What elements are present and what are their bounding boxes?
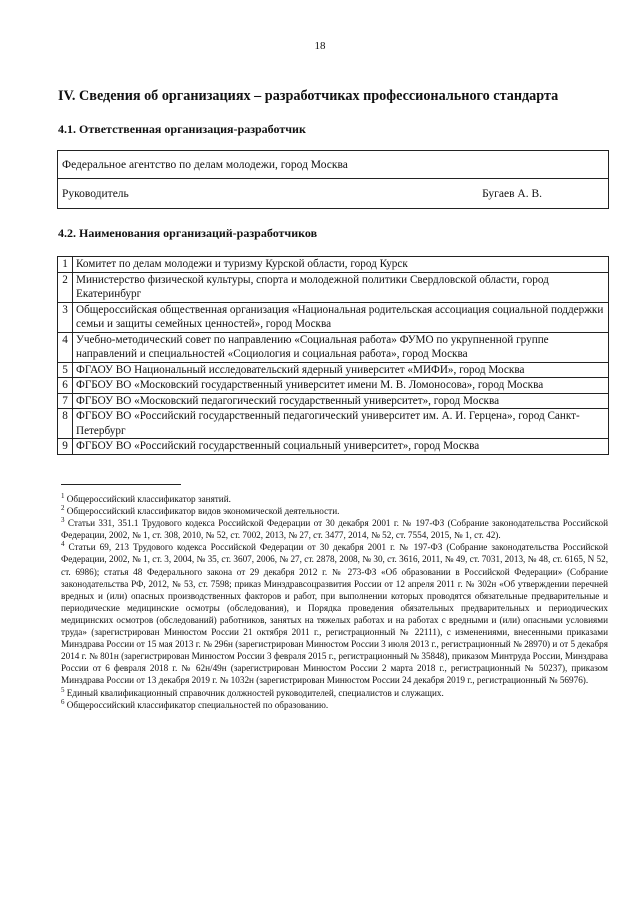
footnote-text: Единый квалификационный справочник должностей руководителей, специалистов и служащих. (66, 687, 444, 698)
responsible-org-table (57, 150, 609, 209)
organization-name: ФГБОУ ВО «Московский государственный университет имени М. В. Ломоносова», город Москва (73, 378, 609, 394)
footnote-mark: 6 (61, 697, 65, 706)
footnote-mark: 2 (61, 504, 65, 513)
row-number: 5 (58, 362, 73, 378)
organization-name: ФГАОУ ВО Национальный исследовательский ядерный университет «МИФИ», город Москва (73, 362, 609, 378)
organization-name: Учебно-методический совет по направлению «Социальная работа» ФУМО по укрупненной группе направлений и специальностей «Социология и социальная работа», город Москва (73, 332, 609, 362)
organization-name: Общероссийская общественная организация «Национальная родительская ассоциация социальной поддержки семьи и защиты семейных ценностей», город Москва (73, 302, 609, 332)
row-number: 3 (58, 302, 73, 332)
footnote-text: Общероссийский классификатор видов экономической деятельности. (66, 506, 340, 517)
table-row (58, 272, 609, 302)
table-row (58, 393, 609, 409)
table-row (58, 409, 609, 439)
table-row (58, 439, 609, 455)
row-number: 8 (58, 409, 73, 439)
footnote-mark: 4 (61, 540, 65, 549)
footnote-mark: 3 (61, 516, 65, 525)
responsible-head-row (58, 179, 609, 209)
developers-title: 4.2. Наименования организаций-разработчиков (58, 226, 318, 240)
footnote (61, 505, 608, 517)
table-row (58, 378, 609, 394)
row-number: 2 (58, 272, 73, 302)
row-number: 1 (58, 257, 73, 273)
organization-name: ФГБОУ ВО «Российский государственный социальный университет», город Москва (73, 439, 609, 455)
footnote-mark: 1 (61, 491, 65, 500)
table-row (58, 332, 609, 362)
page-number: 18 (314, 40, 326, 52)
developers-table (57, 256, 609, 455)
head-name: Бугаев А. В. (482, 187, 542, 200)
table-row (58, 302, 609, 332)
section-title: IV. Сведения об организациях – разработчиках профессионального стандарта (58, 88, 559, 104)
footnotes (61, 483, 608, 711)
organization-name: ФГБОУ ВО «Российский государственный педагогический университет им. А. И. Герцена», город Санкт-Петербург (73, 409, 609, 439)
organization-name: Комитет по делам молодежи и туризму Курской области, город Курск (73, 257, 609, 273)
responsible-org-title: 4.1. Ответственная организация-разработчик (58, 122, 306, 136)
footnote (61, 541, 608, 686)
footnote-text: Общероссийский классификатор занятий. (66, 494, 231, 504)
footnote (61, 687, 608, 699)
footnote-text: Статьи 69, 213 Трудового кодекса Российской Федерации от 30 декабря 2001 г. № 197-ФЗ (Собрание законодательства Российской Федерации, 2002, № 1, ст. 3, 2004, № 35, ст. 3607, 2006, № 27, ст. 2878, 2008, № 30, ст. 3616, 2011, № 49, ст. 7031, 2013, № 48, ст. 6165, N 52, ст. 6986); статья 48 Федерального закона от 29 декабря 2012 г. № 273-ФЗ «Об образовании в Российской Федерации» (Собрание законодательства РФ, 2012, № 53, ст. 7598; приказ Минздравсоцразвития России от 12 апреля 2011 г. № 302н «Об утверждении перечней вредных и (или) опасных производственных факторов и работ, при выполнении которых проводятся обязательные предварительные и периодические медицинские осмотры (обследования), и Порядка проведения обязательных предварительных и периодических медицинских осмотров (обследований) работников, занятых на тяжелых работах и на работах с вредными и (или) опасными условиями труда» (зарегистрирован Минюстом России 21 октября 2011 г., регистрационный № 22111), с изменениями, внесенными приказами Минздрава России от 15 мая 2013 г. № 296н (зарегистрирован Минюстом России 3 июля 2013 г., регистрационный № 28970) и от 5 декабря 2014 г. № 801н (зарегистрирован Минюстом России 3 февраля 2015 г., регистрационный № 35848), приказом Минтруда России, Минздрава России от 6 февраля 2018 г. № 62н/49н (зарегистрирован Минюстом России 2 марта 2018 г., регистрационный № 50237), приказом Минздрава России от 13 декабря 2019 г. № 1032н (зарегистрирован Минюстом России 24 декабря 2019 г., регистрационный № 56976). (61, 542, 609, 686)
row-number: 9 (58, 439, 73, 455)
footnote-text: Статьи 331, 351.1 Трудового кодекса Российской Федерации от 30 декабря 2001 г. № 197-ФЗ (Собрание законодательства Российской Федерации, 2002, № 1, ст. 308, 2010, № 52, ст. 7002, 2013, № 27, ст. 3477, 2014, № 52, ст. 7554, 2015, № 1, ст. 42). (61, 518, 609, 541)
row-number: 7 (58, 393, 73, 409)
organization-name: ФГБОУ ВО «Московский педагогический государственный университет», город Москва (73, 393, 609, 409)
responsible-org-name: Федеральное агентство по делам молодежи, город Москва (58, 151, 609, 179)
footnote-text: Общероссийский классификатор специальностей по образованию. (66, 699, 329, 710)
row-number: 6 (58, 378, 73, 394)
row-number: 4 (58, 332, 73, 362)
footnote-mark: 5 (61, 685, 65, 694)
head-label: Руководитель (62, 187, 129, 200)
footnote (61, 517, 608, 541)
footnote (61, 699, 608, 711)
table-row (58, 362, 609, 378)
table-row (58, 257, 609, 273)
footnote (61, 493, 608, 505)
organization-name: Министерство физической культуры, спорта и молодежной политики Свердловской области, город Екатеринбург (73, 272, 609, 302)
